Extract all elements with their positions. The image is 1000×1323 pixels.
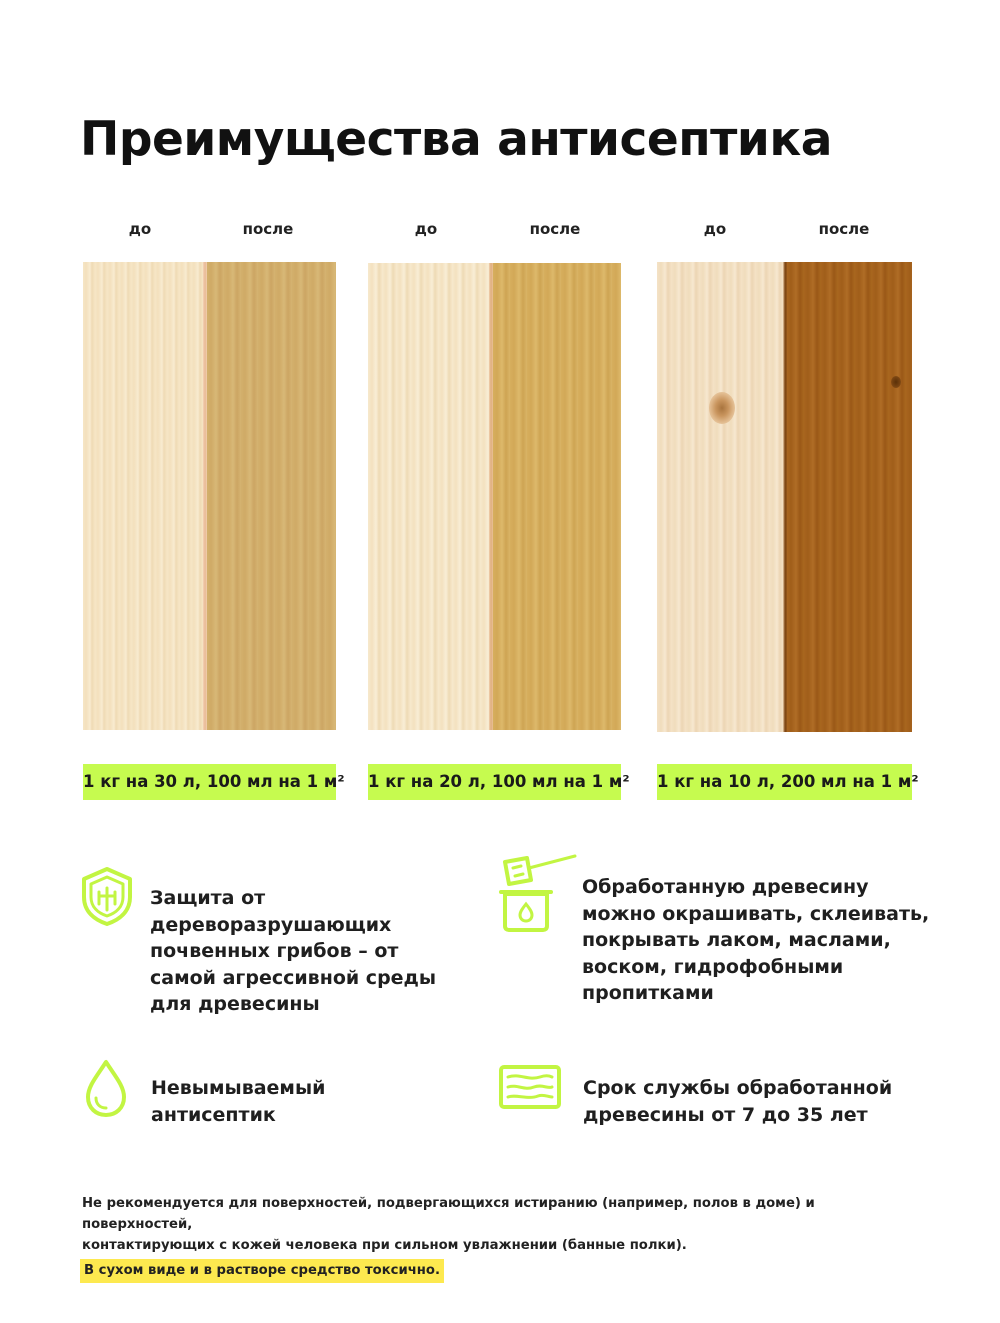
shield-icon [80,866,134,926]
wood-plank-icon [498,1064,562,1110]
treated-board [207,262,336,730]
paint-brush-jar-icon [497,852,581,934]
before-label-2: до [414,220,438,238]
treated-board [493,263,621,730]
feature-non-washable: Невымываемый антисептик [151,1077,326,1126]
untreated-board [368,263,489,730]
wood-sample-1 [83,262,336,730]
before-label-1: до [128,220,152,238]
feature-service-life: Срок службы обработанной древесины от 7 до 35 лет [583,1077,893,1126]
usage-note: Не рекомендуется для поверхностей, подвергающихся истиранию (например, полов в доме) и поверхностей, контактирующих с кожей человека при сильном увлажнении (банные полки). [82,1196,815,1253]
rate-label-3: 1 кг на 10 л, 200 мл на 1 м² [657,764,912,800]
after-label-2: после [529,220,581,238]
after-label-3: после [818,220,870,238]
treated-board [787,262,912,732]
rate-label-1: 1 кг на 30 л, 100 мл на 1 м² [83,764,336,800]
page-title: Преимущества антисептика [80,112,832,167]
wood-knot [891,376,901,388]
before-label-3: до [703,220,727,238]
after-label-1: после [242,220,294,238]
wood-sample-3 [657,262,912,732]
wood-sample-2 [368,263,621,730]
untreated-board [83,262,203,730]
toxicity-warning: В сухом виде и в растворе средство токсично. [80,1259,444,1283]
untreated-board [657,262,783,732]
feature-finishing: Обработанную древесину можно окрашивать, склеивать, покрывать лаком, маслами, воском, гидрофобными пропитками [582,876,930,1004]
feature-protection: Защита от дереворазрушающих почвенных грибов – от самой агрессивной среды для древесины [150,887,437,1015]
rate-label-2: 1 кг на 20 л, 100 мл на 1 м² [368,764,621,800]
wood-knot [709,392,735,424]
water-drop-icon [82,1058,130,1118]
